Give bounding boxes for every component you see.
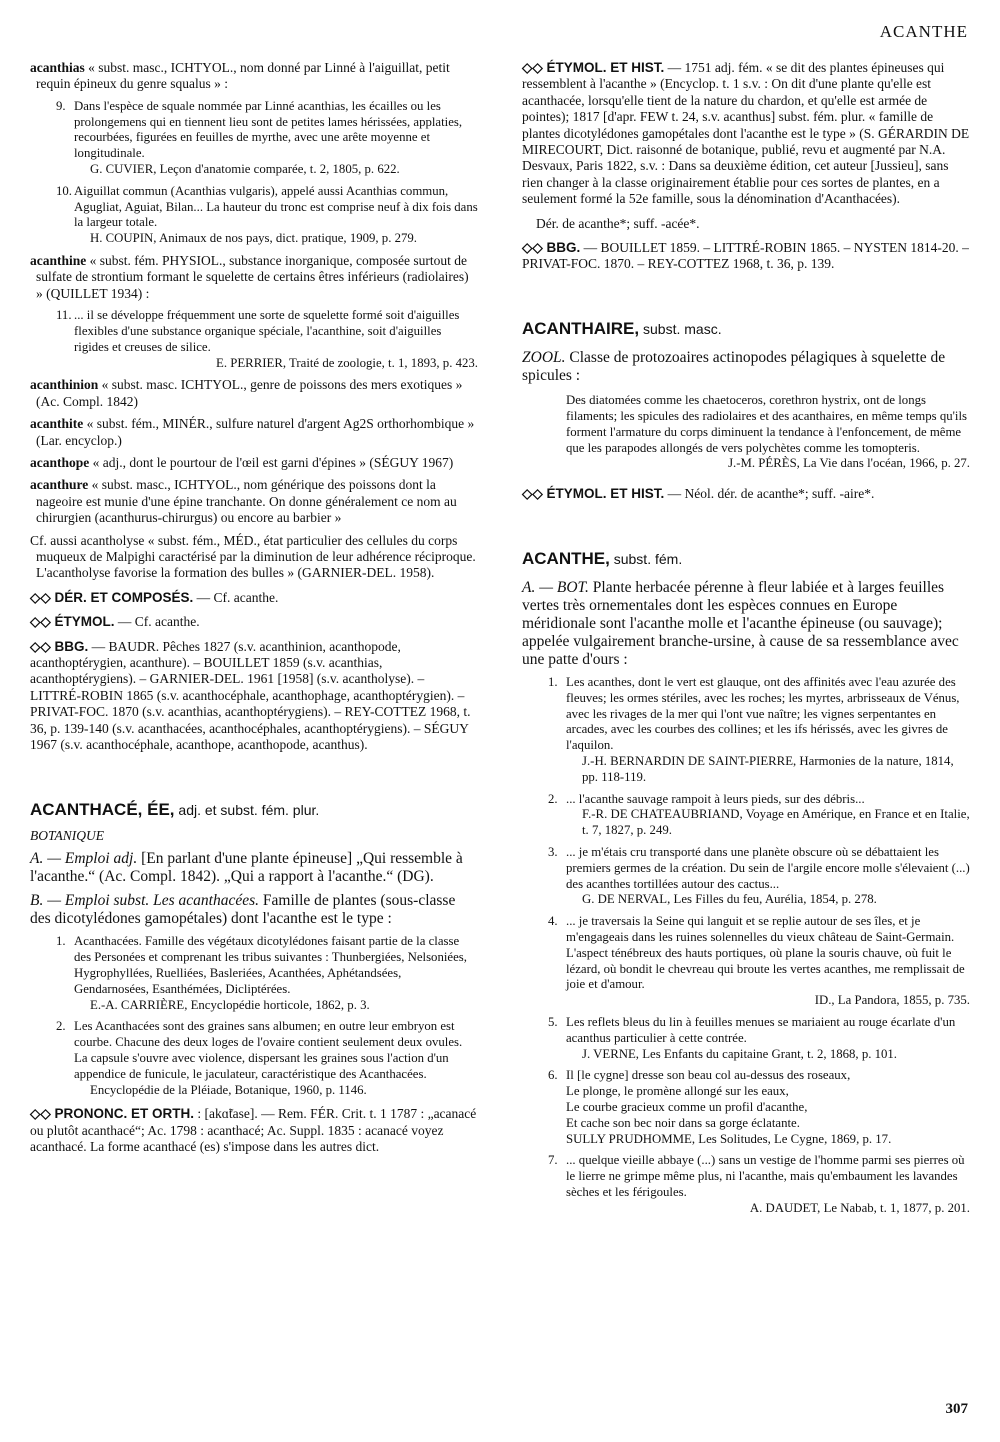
example-source: E. PERRIER, Traité de zoologie, t. 1, 1893, p. 423. <box>216 355 478 370</box>
example-text: ... je traversais la Seine qui languit et se replie autour de ses îles, et je m'engageais dans les ruines solennelles du vieux château de Saint-Germain. L'aspect ténébreux des hauts portiques, où plane la souris chauve, où fuit le lézard, où bondit le chevreau qui broute les vertes acanthes, me remplissait de joie et d'amour. <box>566 914 965 992</box>
example-text: Des diatomées comme les chaetoceros, corethron hystrix, ont de longs filaments; les spicules des radiolaires et des acanthaires, en même temps qu'ils forment l'armature du corps diminuent la tendance à l'enfoncement, de même que les parapodes allongés de vers polychètes comme les tomopteris. <box>566 393 968 455</box>
example-11 <box>56 308 478 371</box>
example-text: ... l'acanthe sauvage rampoit à leurs pieds, sur des débris... <box>566 791 865 806</box>
headword: acanthure <box>30 477 89 493</box>
running-head: ACANTHE <box>879 22 968 41</box>
section-label: A. — Emploi adj. <box>30 850 138 868</box>
example-number: 3. <box>548 845 558 860</box>
section-text: Plante herbacée pérenne à fleur labiée et à larges feuilles vertes très ornementales dont les espèces connues en Europe méridionale sont l'acanthe molle et l'acanthe épineuse (ou sauvage); appelée vulgairement branche-ursine, à cause de sa ressemblance avec une patte d'ours : <box>522 579 959 669</box>
example-acanthaire <box>566 393 970 472</box>
example-text: Les reflets bleus du lin à feuilles menues se mariaient au rouge écarlate d'un acanthus particulier à cette contrée. <box>566 1015 956 1045</box>
right-column <box>522 60 970 1223</box>
domain-label: ZOOL. <box>522 349 566 367</box>
zool-definition <box>522 349 970 385</box>
verse-line: Et cache son bec noir dans sa gorge éclatante. <box>566 1115 800 1130</box>
page-number: 307 <box>945 1401 968 1417</box>
example-source: J.-M. PÉRÈS, La Vie dans l'océan, 1966, p. 27. <box>728 456 970 471</box>
entry-title: ACANTHAIRE, <box>522 318 640 338</box>
example-source: SULLY PRUDHOMME, Les Solitudes, Le Cygne, 1869, p. 17. <box>566 1131 892 1146</box>
section-label: ◇◇ BBG. <box>30 638 89 654</box>
section-text: — BOUILLET 1859. – LITTRÉ-ROBIN 1865. – NYSTEN 1814-20. – PRIVAT-FOC. 1870. – REY-COTTEZ 1968, t. 36, p. 139. <box>522 240 969 272</box>
left-column <box>30 60 478 1164</box>
section-text: — 1751 adj. fém. « se dit des plantes épineuses qui ressemblent à l'acanthe » (Encyclop. t. 1 s.v. : On dit d'une plante qu'elle est acanthacée, lorsqu'elle tient de la nature du chardon, et qu'elle est armée de pointes); 1817 [d'apr. FEW t. 24, s.v. acanthus] subst. fém. plur. « famille de plantes dicotylédones gamopétales dont l'acanthe est le type » (S. GÉRARDIN DE MIRECOURT, Dict. raisonné de botanique, publié, revu et augmenté par N.A. Desvaux, Paris 1822, s.v. : Dans sa deuxième édition, cet auteur [Jussieu], sans rien changer à la classe originairement établie pour ces sortes de plantes, en a seulement formé la 52e famille, sous la dénomination d'Acanthacées). <box>522 60 970 207</box>
section-label: ◇◇ ÉTYMOL. <box>30 614 115 630</box>
grammar-label: subst. fém. <box>609 550 683 567</box>
example-text: Les Acanthacées sont des graines sans albumen; en outre leur embryon est courbe. Chacune des deux loges de l'ovaire contient seulement deux ovules. La capsule s'ouvre avec violence, dispersant les graines sous l'action d'un appendice de funicule, le jaculateur, caractéristique des Acanthacées. <box>74 1019 463 1081</box>
example-9 <box>56 98 478 178</box>
section-a-bot <box>522 579 970 669</box>
example-source: G. CUVIER, Leçon d'anatomie comparée, t. 2, 1805, p. 622. <box>90 162 400 176</box>
verse-line: Le plonge, le promène allongé sur les eaux, <box>566 1084 789 1099</box>
headword: acanthine <box>30 252 87 268</box>
domain-label: BOTANIQUE <box>30 827 104 843</box>
example-source: Encyclopédie de la Pléiade, Botanique, 1960, p. 1146. <box>90 1082 367 1097</box>
example-source: H. COUPIN, Animaux de nos pays, dict. pratique, 1909, p. 279. <box>90 231 418 246</box>
example-number: 1. <box>548 675 558 690</box>
section-text: — Néol. dér. de acanthe*; suff. -aire*. <box>664 486 875 502</box>
example-1 <box>548 675 970 786</box>
section-text: — Cf. acanthe. <box>193 589 279 605</box>
definition: « adj., dont le pourtour de l'œil est garni d'épines » (SÉGUY 1967) <box>89 455 454 471</box>
example-source: J. VERNE, Les Enfants du capitaine Grant, t. 2, 1868, p. 101. <box>582 1046 898 1061</box>
section-label: ◇◇ ÉTYMOL. ET HIST. <box>522 486 665 502</box>
entry-acantholyse: Cf. aussi acantholyse « subst. fém., MÉD., état particulier des cellules du corps muqueux de Malpighi caractérisé par la diminution de leur adhérence réciproque. L'acantholyse favorise la formation des bulles » (GARNIER-DEL. 1958). <box>30 532 476 581</box>
example-source: E.-A. CARRIÈRE, Encyclopédie horticole, 1862, p. 3. <box>90 997 370 1012</box>
section-etymol-hist-2 <box>522 486 970 502</box>
section-text: Famille de plantes (sous-classe des dicotylédones gamopétales) dont l'acanthe est le type : <box>30 892 456 928</box>
grammar-label: adj. et subst. fém. plur. <box>174 801 320 818</box>
section-der-composes <box>30 590 478 606</box>
example-number: 2. <box>548 791 558 806</box>
derivation: Dér. de acanthe*; suff. -acée*. <box>536 215 700 231</box>
headword: acanthinion <box>30 377 99 393</box>
section-label: ◇◇ PRONONC. ET ORTH. <box>30 1106 195 1122</box>
section-text: [En parlant d'une plante épineuse] „Qui ressemble à l'acanthe.“ (Ac. Compl. 1842). „Qui a rapport à l'acanthe.“ (DG). <box>30 850 463 886</box>
section-label: ◇◇ DÉR. ET COMPOSÉS. <box>30 589 194 605</box>
section-etymol <box>30 614 478 630</box>
definition: « subst. masc., ICHTYOL., nom donné par Linné à l'aiguillat, petit requin épineux du genre squalus » : <box>36 60 450 92</box>
section-label: A. — BOT. <box>522 579 589 597</box>
definition: « subst. masc., ICHTYOL., nom générique des poissons dont la nageoire est munie d'une épine tranchante. On donne généralement ce nom au chirurgien (acanthurus-chirurgus) ou encore au barbier » <box>36 477 457 526</box>
section-label: ◇◇ ÉTYMOL. ET HIST. <box>522 60 665 75</box>
headword: acanthite <box>30 416 84 432</box>
example-source: A. DAUDET, Le Nabab, t. 1, 1877, p. 201. <box>749 1200 970 1215</box>
verse-line: Le courbe gracieux comme un profil d'acanthe, <box>566 1100 808 1114</box>
entry-title-acanthace <box>30 799 478 819</box>
example-6 <box>548 1068 970 1147</box>
example-number: 10. <box>56 183 72 198</box>
example-number: 1. <box>56 934 66 949</box>
example-text: ... je m'étais cru transporté dans une planète obscure où se débattaient les premiers germes de la création. Du sein de l'argile encore molle s'élevaient (...) des acanthes tortillées autour des cactus... <box>566 845 970 891</box>
example-number: 9. <box>56 98 66 113</box>
example-source: F.-R. DE CHATEAUBRIAND, Voyage en Amérique, en France et en Italie, t. 7, 1827, p. 249. <box>582 807 970 838</box>
example-text: Aiguillat commun (Acanthias vulgaris), appelé aussi Acanthias commun, Agugliat, Aguiat, Bilan... La hauteur du tronc est comprise neuf à dix fois dans la largeur totale. <box>74 183 478 230</box>
example-source: ID., La Pandora, 1855, p. 735. <box>814 993 970 1008</box>
example-number: 5. <box>548 1015 558 1030</box>
entry-title-acanthe <box>522 548 970 568</box>
example-number: 11. <box>56 308 72 323</box>
example-text: Dans l'espèce de squale nommée par Linné acanthias, les écailles ou les prolongemens qui en tiennent lieu sont de petites lames hérissées, applaties, recourbées, figurées en feuilles de myrthe, avec une arête moyenne et longitudinale. <box>74 98 463 161</box>
entry-acanthite <box>30 416 478 449</box>
example-text: Les acanthes, dont le vert est glauque, ont des affinités avec l'eau azurée des fleuves; les ormes stériles, avec les roches; les myrtes, arbrisseaux de Vénus, avec les rivages de la mer qui l'ont vue naître; les vignes serpentantes en arcades, avec les courbes des collines; et les ifs hérissés, avec les givres de l'aquilon. <box>566 675 960 753</box>
section-etymol-hist <box>522 60 970 208</box>
example-text: ... quelque vieille abbaye (...) sans un vestige de l'homme parmi ses pierres où le lierre ne grimpe même plus, ni l'acanthe, mais qu'embaument les lavandes sèches et les férigoules. <box>566 1153 965 1199</box>
definition: « subst. masc. ICHTYOL., genre de poissons des mers exotiques » (Ac. Compl. 1842) <box>36 377 463 409</box>
example-10 <box>56 183 478 247</box>
entry-acanthope <box>30 455 478 471</box>
entry-acanthine <box>30 253 478 302</box>
example-text: Acanthacées. Famille des végétaux dicotylédones faisant partie de la classe des Personées et comprenant les tribus suivantes : Thunbergiées, Nelsoniées, Hygrophyllées, Ruelliées, Basleriées, Acanthées, Aphétandsées, Gendarnosées, Esanthémées, Dicliptérées. <box>74 934 467 996</box>
example-4 <box>548 914 970 1009</box>
section-bbg <box>522 240 970 273</box>
definition: Classe de protozoaires actinopodes pélagiques à squelette de spicules : <box>522 349 946 385</box>
example-text: ... il se développe fréquemment une sorte de squelette formé soit d'aiguilles flexibles d'une substance organique spéciale, l'acanthine, soit d'aiguilles rigides et creuses de silice. <box>74 308 460 354</box>
section-bbg <box>30 639 478 754</box>
example-3 <box>548 845 970 908</box>
entry-title-acanthaire <box>522 318 970 338</box>
section-text: — BAUDR. Pêches 1827 (s.v. acanthinion, acanthopode, acanthoptérygien, acanthure). – BOUILLET 1859 (s.v. acanthias, acanthoptérygiens). – GARNIER-DEL. 1961 [1958] (s.v. acantholyse). – LITTRÉ-ROBIN 1865 (s.v. acanthocéphale, acanthophage, acanthoptérygien). – PRIVAT-FOC. 1870 (s.v. acanthias, acanthoptérygiens). – REY-COTTEZ 1968, t. 36, p. 139-140 (s.v. acanthacées, acanthocéphales, acanthoptérygiens). – SÉGUY 1967 (s.v. acanthocéphale, acanthope, acanthopode, acanthus). <box>30 638 471 753</box>
entry-acanthias <box>30 60 478 93</box>
example-number: 4. <box>548 914 558 929</box>
section-label: B. — Emploi subst. Les acanthacées. <box>30 892 260 910</box>
example-number: 7. <box>548 1153 558 1168</box>
entry-title: ACANTHE, <box>522 548 610 568</box>
headword: acanthope <box>30 455 90 471</box>
section-b <box>30 892 478 928</box>
definition: « subst. fém., MINÉR., sulfure naturel d'argent Ag2S orthorhombique » (Lar. encyclop.) <box>36 416 475 448</box>
grammar-label: subst. masc. <box>639 320 722 337</box>
example-1 <box>56 934 478 1013</box>
entry-acanthure <box>30 477 478 526</box>
section-a <box>30 850 478 886</box>
entry-acanthinion <box>30 377 478 410</box>
example-7 <box>548 1153 970 1216</box>
example-number: 6. <box>548 1068 558 1083</box>
headword: acanthias <box>30 60 85 75</box>
example-source: G. DE NERVAL, Les Filles du feu, Aurélia, 1854, p. 278. <box>582 892 877 907</box>
section-label: ◇◇ BBG. <box>522 240 581 256</box>
example-5 <box>548 1015 970 1062</box>
definition: « subst. fém. PHYSIOL., substance inorganique, composée surtout de sulfate de strontium formant le squelette de certains êtres inférieurs (radiolaires) » (QUILLET 1934) : <box>36 252 469 301</box>
section-text: : [akɑ̃tase]. — Rem. FÉR. Crit. t. 1 1787 : „acanacé ou plutôt acanthacé“; Ac. 1798 : acanthacé; Ac. Suppl. 1835 : acanacé voyez acanthacé. La forme acanthacé (es) s'impose dans les autres dict. <box>30 1106 477 1155</box>
example-number: 2. <box>56 1019 66 1034</box>
example-2 <box>548 791 970 839</box>
section-text: — Cf. acanthe. <box>114 614 200 630</box>
section-prononc <box>30 1106 478 1155</box>
example-2 <box>56 1019 478 1098</box>
entry-title: ACANTHACÉ, ÉE, <box>30 799 175 819</box>
verse-line: Il [le cygne] dresse son beau col au-dessus des roseaux, <box>566 1068 851 1083</box>
example-source: J.-H. BERNARDIN DE SAINT-PIERRE, Harmonies de la nature, 1814, pp. 118-119. <box>582 754 954 784</box>
